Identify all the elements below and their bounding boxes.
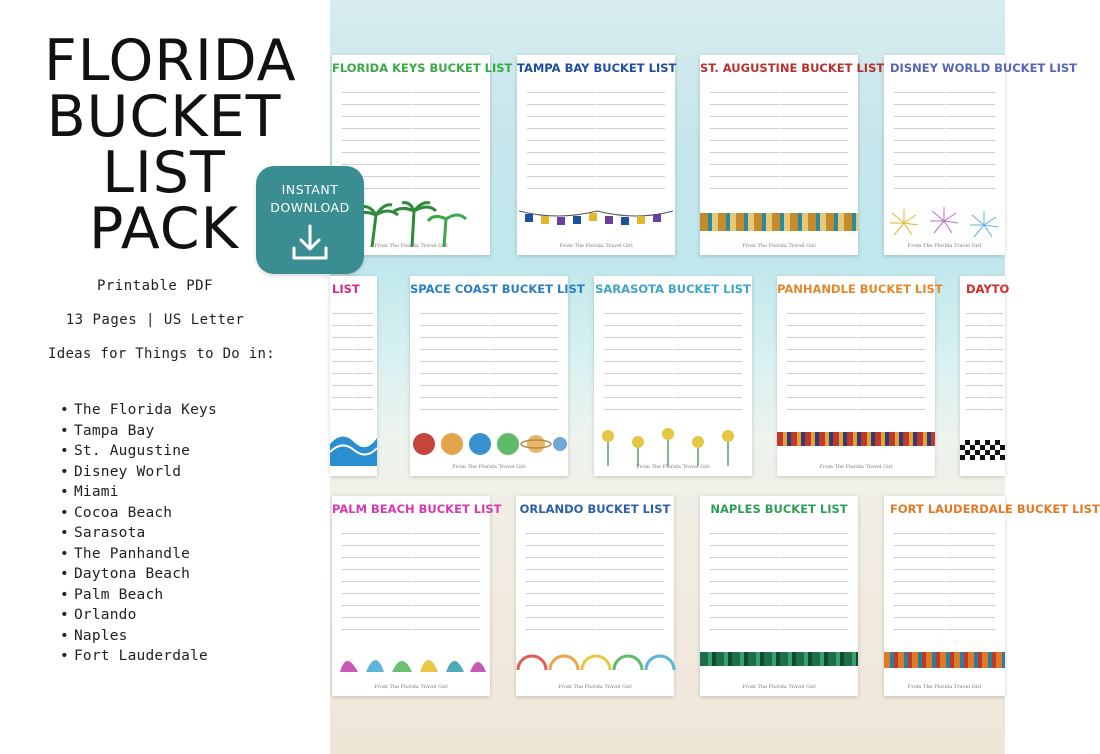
preview-card-st-augustine [700, 55, 885, 255]
title-line: FLORIDA [44, 28, 297, 94]
checklist-lines [332, 306, 373, 418]
card-title: SARASOTA BUCKET LIST [595, 282, 751, 296]
rainbows-icon [516, 650, 674, 670]
preview-card-tampa-bay [517, 55, 675, 255]
preview-card-palm-beach [332, 496, 502, 696]
checklist-lines [420, 306, 558, 418]
ideas-heading: Ideas for Things to Do in: [48, 346, 275, 362]
destination-list [60, 400, 217, 667]
card-title: ST. AUGUSTINE BUCKET LIST [700, 61, 885, 75]
card-title: DISNEY WORLD BUCKET LIST [890, 61, 1078, 75]
product-title [44, 28, 297, 262]
card-title: TAMPA BAY BUCKET LIST [517, 61, 677, 75]
card-footer: From The Florida Travel Girl [636, 464, 710, 470]
destination-item: • St. Augustine [60, 441, 217, 462]
card-title: SPACE COAST BUCKET LIST [410, 282, 585, 296]
card-footer: From The Florida Travel Girl [907, 684, 982, 690]
preview-card-fort-lauderdale [884, 496, 1100, 696]
green-border [700, 652, 858, 666]
destination-item: • The Panhandle [60, 544, 217, 565]
card-title: FLORIDA KEYS BUCKET LIST [332, 61, 513, 75]
checklist-lines [342, 526, 480, 638]
destination-item: • Disney World [60, 462, 217, 483]
destination-item: • Orlando [60, 605, 217, 626]
format-label: Printable PDF [96, 278, 214, 294]
preview-card-sarasota [594, 276, 752, 476]
card-title: PALM BEACH BUCKET LIST [332, 502, 502, 516]
card-footer: From The Florida Travel Girl [907, 243, 982, 249]
instant-download-badge [256, 166, 364, 274]
preview-card-panhandle [777, 276, 943, 476]
card-footer: From The Florida Travel Girl [558, 684, 632, 690]
card-title: PANHANDLE BUCKET LIST [777, 282, 943, 296]
checklist-lines [787, 306, 925, 418]
title-line: PACK [89, 196, 239, 262]
preview-card-space-coast [410, 276, 585, 476]
tile-border [700, 213, 858, 231]
card-footer: From The Florida Travel Girl [452, 464, 526, 470]
destination-item: • Sarasota [60, 523, 217, 544]
planets-icon [410, 428, 568, 460]
card-footer: From The Florida Travel Girl [559, 243, 633, 249]
card-footer: From The Florida Travel Girl [742, 243, 816, 249]
preview-card-miami [330, 276, 377, 476]
fireworks-icon [884, 201, 1005, 245]
title-line: LIST [102, 140, 226, 206]
destination-item: • Daytona Beach [60, 564, 217, 585]
checklist-lines [966, 306, 1003, 418]
checklist-lines [710, 526, 848, 638]
download-icon [290, 222, 330, 262]
card-footer: From The Florida Travel Girl [819, 464, 893, 470]
preview-card-orlando [516, 496, 674, 696]
tile-border [777, 432, 935, 446]
card-footer: From The Florida Travel Girl [374, 684, 448, 690]
checklist-lines [894, 526, 995, 638]
preview-card-daytona [960, 276, 1010, 476]
pages-label: 13 Pages | US Letter [65, 312, 245, 328]
tile-border [884, 652, 1005, 668]
card-title: LIST [332, 282, 360, 296]
card-footer: From The Florida Travel Girl [742, 684, 816, 690]
checklist-lines [527, 85, 665, 197]
destination-item: • Palm Beach [60, 585, 217, 606]
checklist-lines [604, 306, 742, 418]
preview-card-naples [700, 496, 858, 696]
badge-line-1: INSTANT [281, 182, 339, 197]
card-title: FORT LAUDERDALE BUCKET LIST [890, 502, 1100, 516]
checklist-lines [526, 526, 664, 638]
flowers-icon [594, 422, 752, 466]
card-title: ORLANDO BUCKET LIST [519, 502, 671, 516]
wave-icon [330, 426, 377, 466]
pirate-flags-icon [517, 205, 675, 235]
destination-item: • Fort Lauderdale [60, 646, 217, 667]
checklist-lines [894, 85, 995, 197]
card-footer: From The Florida Travel Girl [374, 243, 448, 249]
destination-item: • Cocoa Beach [60, 503, 217, 524]
card-title: DAYTO [966, 282, 1010, 296]
destination-item: • Tampa Bay [60, 421, 217, 442]
preview-card-disney-world [884, 55, 1078, 255]
title-line: BUCKET [46, 84, 282, 150]
destination-item: • The Florida Keys [60, 400, 217, 421]
destination-item: • Naples [60, 626, 217, 647]
card-title: NAPLES BUCKET LIST [710, 502, 848, 516]
left-panel [0, 0, 330, 754]
badge-line-2: DOWNLOAD [270, 200, 350, 215]
destination-item: • Miami [60, 482, 217, 503]
shells-icon [332, 648, 490, 676]
checkered-flag [960, 440, 1005, 460]
checklist-lines [710, 85, 848, 197]
